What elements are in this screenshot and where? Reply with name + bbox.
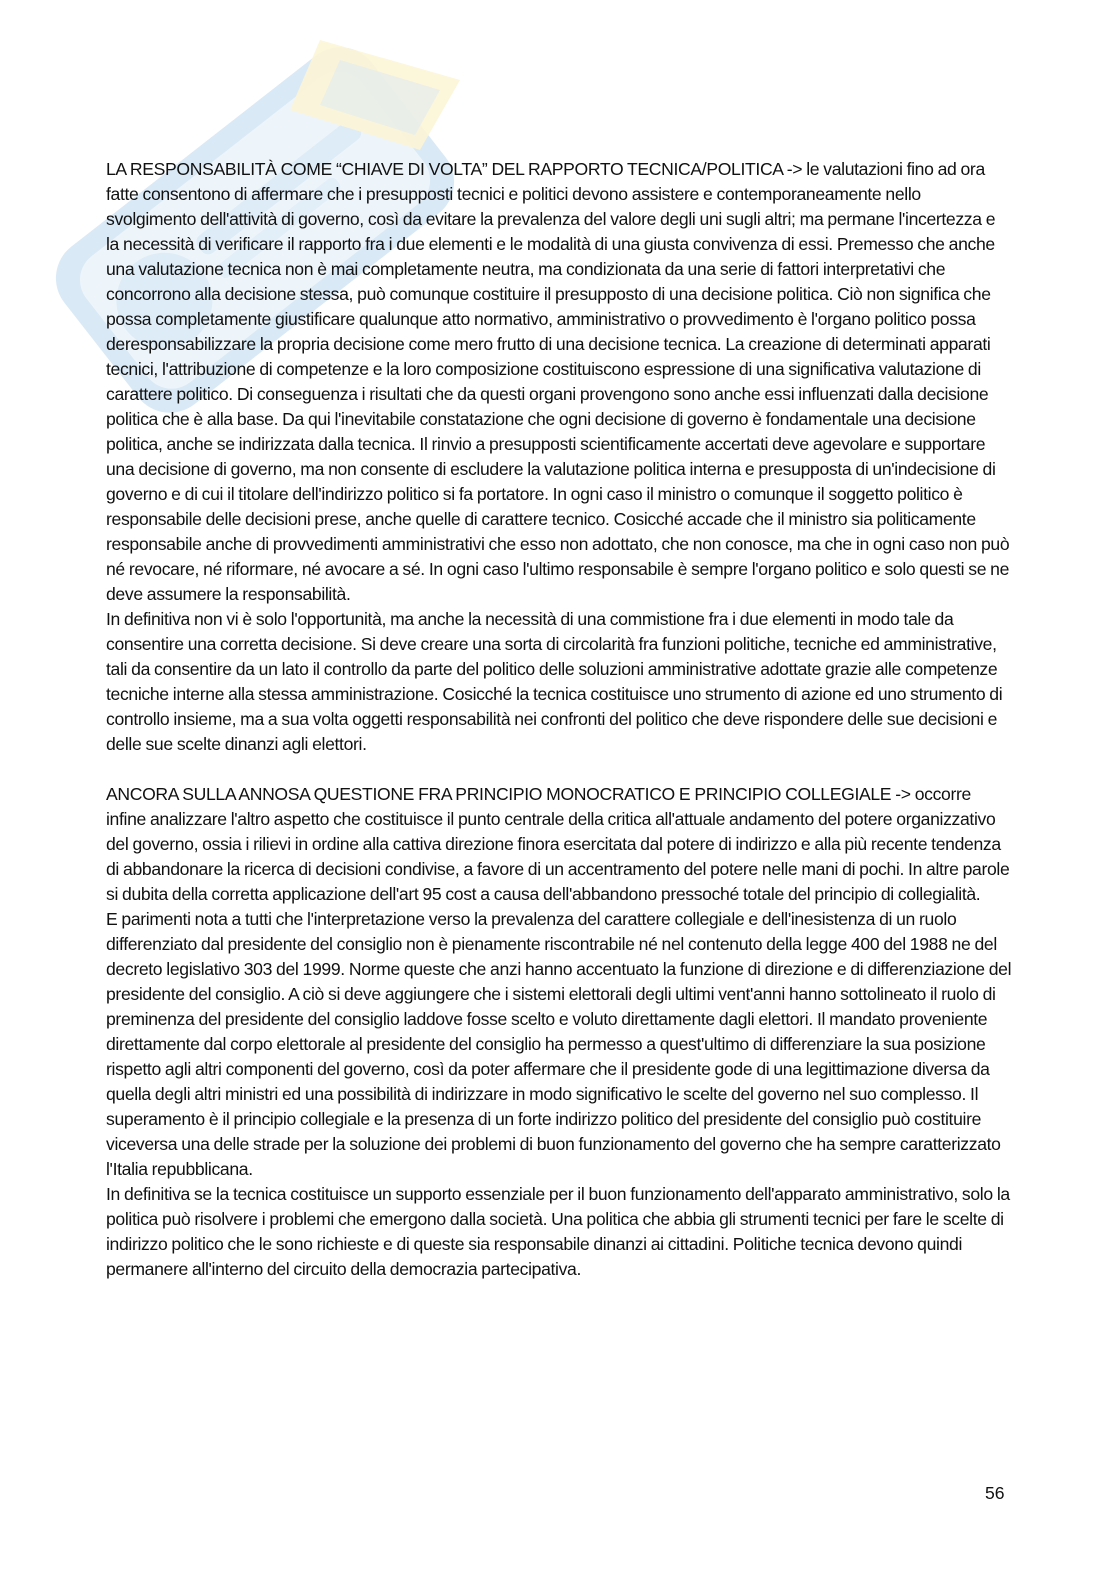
paragraph: E parimenti nota a tutti che l'interpretazione verso la prevalenza del carattere collegiale e dell'inesistenza di un ruolo differenziato dal presidente del consiglio non è pienamente riscontrabile né nel contenuto della legge 400 del 1988 ne del decreto legislativo 303 del 1999. Norme queste che anzi hanno accentuato la funzione di direzione e di differenziazione del presidente del consiglio. A ciò si deve aggiungere che i sistemi elettorali degli ultimi vent'anni hanno sottolineato il ruolo di preminenza del presidente del consiglio laddove fosse scelto e voluto direttamente dagli elettori. Il mandato proveniente direttamente dal corpo elettorale al presidente del consiglio ha permesso a quest'ultimo di differenziare la sua posizione rispetto agli altri componenti del governo, così da poter affermare che il presidente gode di una legittimazione diversa da quella degli altri ministri ed una possibilità di indirizzare in modo significativo le scelte del governo nel suo complesso. Il superamento è il principio collegiale e la presenza di un forte indirizzo politico del presidente del consiglio può costituire viceversa una delle strade per la soluzione dei problemi di buon funzionamento del governo che ha sempre caratterizzato l'Italia repubblicana. <box>106 909 1012 1179</box>
page-number: 56 <box>985 1483 1005 1503</box>
paragraph: In definitiva se la tecnica costituisce un supporto essenziale per il buon funzionamento dell'apparato amministrativo, solo la politica può risolvere i problemi che emergono dalla società. Una politica che abbia gli strumenti tecnici per fare le scelte di indirizzo politico che le sono richieste e di queste sia responsabile dinanzi ai cittadini. Politiche tecnica devono quindi permanere all'interno del circuito della democrazia partecipativa. <box>106 1184 1010 1279</box>
paragraph: LA RESPONSABILITÀ COME “CHIAVE DI VOLTA” DEL RAPPORTO TECNICA/POLITICA -> le valutazioni fino ad ora fatte consentono di affermare che i presupposti tecnici e politici devono assistere e contemporaneamente nello svolgimento dell'attività di governo, così da evitare la prevalenza del valore degli uni sugli altri; ma permane l'incertezza e la necessità di verificare il rapporto fra i due elementi e le modalità di una giusta convivenza di essi. Premesso che anche una valutazione tecnica non è mai completamente neutra, ma condizionata da una serie di fattori interpretativi che concorrono alla decisione stessa, può comunque costituire il presupposto di una decisione politica. Ciò non significa che possa completamente giustificare qualunque atto normativo, amministrativo o provvedimento è l'organo politico possa deresponsabilizzare la propria decisione come mero frutto di una decisione tecnica. La creazione di determinati apparati tecnici, l'attribuzione di competenze e la loro composizione costituiscono espressione di una significativa valutazione di carattere politico. Di conseguenza i risultati che da questi organi provengono sono anche essi influenzati dalla decisione politica che è alla base. Da qui l'inevitabile constatazione che ogni decisione di governo è fondamentale una decisione politica, anche se indirizzata dalla tecnica. Il rinvio a presupposti scientificamente accertati deve agevolare e supportare una decisione di governo, ma non consente di escludere la valutazione politica interna e presupposta di un'indecisione di governo e di cui il titolare dell'indirizzo politico si fa portatore. In ogni caso il ministro o comunque il soggetto politico è responsabile delle decisioni prese, anche quelle di carattere tecnico. Cosicché accade che il ministro sia politicamente responsabile anche di provvedimenti amministrativi che esso non adottato, che non conosce, ma che in ogni caso non può né revocare, né riformare, né avocare a sé. In ogni caso l'ultimo responsabile è sempre l'organo politico e solo questi se ne deve assumere la responsabilità. <box>106 159 1010 604</box>
watermark-tag <box>290 40 460 150</box>
section-monocratic-collegial <box>106 782 1012 1282</box>
paragraph: In definitiva non vi è solo l'opportunità, ma anche la necessità di una commistione fra i due elementi in modo tale da consentire una corretta decisione. Si deve creare una sorta di circolarità fra funzioni politiche, tecniche ed amministrative, tali da consentire da un lato il controllo da parte del politico delle soluzioni amministrative adottate grazie alle competenze tecniche interne alla stessa amministrazione. Cosicché la tecnica costituisce uno strumento di azione ed uno strumento di controllo insieme, ma a sua volta oggetti responsabilità nei confronti del politico che deve rispondere delle sue decisioni e delle sue scelte dinanzi agli elettori. <box>106 609 1003 754</box>
section-spacer <box>106 757 1012 782</box>
paragraph: ANCORA SULLA ANNOSA QUESTIONE FRA PRINCIPIO MONOCRATICO E PRINCIPIO COLLEGIALE -> occorre infine analizzare l'altro aspetto che costituisce il punto centrale della critica all'attuale andamento del potere organizzativo del governo, ossia i rilievi in ordine alla cattiva direzione finora esercitata dal potere di indirizzo e alla più recente tendenza di abbandonare la ricerca di decisioni condivise, a favore di un accentramento del potere nelle mani di pochi. In altre parole si dubita della corretta applicazione dell'art 95 cost a causa dell'abbandono pressoché totale del principio di collegialità. <box>106 784 1010 904</box>
section-responsibility <box>106 157 1012 757</box>
document-body <box>106 157 1012 1282</box>
